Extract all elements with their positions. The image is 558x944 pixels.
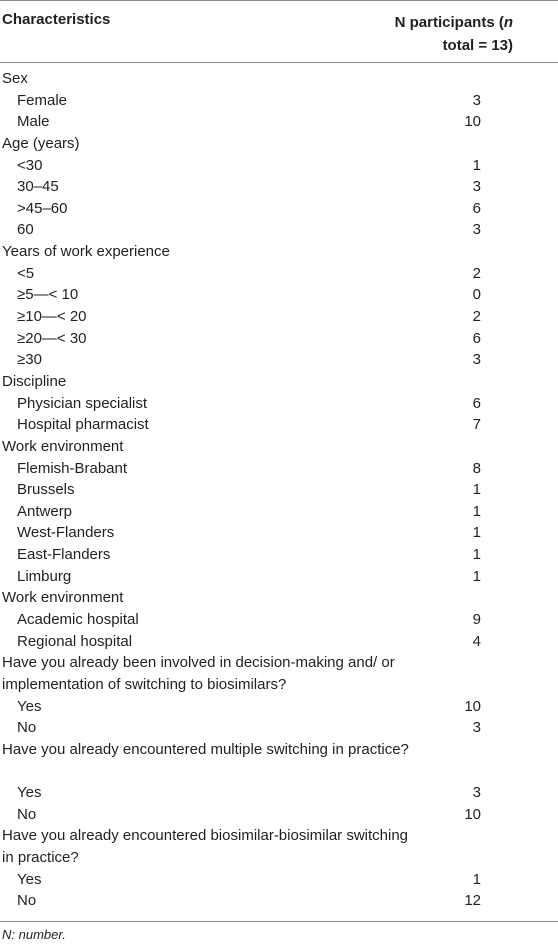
row-label: Have you already been involved in decision-making and/ or implementation of switching to biosimilars? xyxy=(2,654,395,693)
row-value: 3 xyxy=(472,178,481,196)
row-value: 6 xyxy=(472,329,481,347)
row-value: 1 xyxy=(472,546,481,564)
table-row xyxy=(0,306,558,328)
table-row xyxy=(0,155,558,177)
row-label: >45–60 xyxy=(17,199,68,217)
row-value: 1 xyxy=(472,870,481,888)
row-label: Discipline xyxy=(2,372,67,390)
table-row xyxy=(0,631,558,653)
row-label: Age (years) xyxy=(2,134,80,152)
table-body xyxy=(0,68,558,912)
row-value: 3 xyxy=(472,221,481,239)
row-value: 2 xyxy=(472,264,481,282)
row-label: Female xyxy=(17,91,68,109)
header-n-participants xyxy=(333,11,513,54)
row-label: Yes xyxy=(17,784,42,802)
row-value: 7 xyxy=(472,416,481,434)
table-row xyxy=(0,890,558,912)
row-label: Male xyxy=(17,113,50,131)
bottom-rule xyxy=(0,921,558,922)
row-value: 0 xyxy=(472,286,481,304)
table-row xyxy=(0,111,558,133)
row-value: 1 xyxy=(472,502,481,520)
row-label: West-Flanders xyxy=(17,524,115,542)
table-row xyxy=(0,284,558,306)
table-row xyxy=(0,90,558,112)
row-value: 6 xyxy=(472,199,481,217)
row-value: 10 xyxy=(464,697,481,715)
row-label: ≥20—< 30 xyxy=(17,329,87,347)
row-label: East-Flanders xyxy=(17,546,111,564)
row-label: Regional hospital xyxy=(17,632,133,650)
row-value: 1 xyxy=(472,567,481,585)
table-row xyxy=(0,566,558,588)
section-header-row xyxy=(0,436,558,458)
header-col2-pre: N participants ( xyxy=(394,14,504,31)
row-label: 60 xyxy=(17,221,34,239)
table-row xyxy=(0,176,558,198)
row-value: 10 xyxy=(464,113,481,131)
table-row xyxy=(0,393,558,415)
table-header xyxy=(0,0,558,63)
table-row xyxy=(0,609,558,631)
table-row xyxy=(0,479,558,501)
table-row xyxy=(0,328,558,350)
table-row xyxy=(0,869,558,891)
row-value: 1 xyxy=(472,481,481,499)
row-label: Antwerp xyxy=(17,502,73,520)
section-header-row xyxy=(0,371,558,393)
row-value: 3 xyxy=(472,719,481,737)
row-label: <5 xyxy=(17,264,35,282)
row-value: 4 xyxy=(472,632,481,650)
row-label: Academic hospital xyxy=(17,611,139,629)
section-header-row xyxy=(0,825,558,868)
table-row xyxy=(0,782,558,804)
row-label: Have you already encountered multiple switching in practice? xyxy=(2,740,409,758)
row-label: No xyxy=(17,892,37,910)
table-row xyxy=(0,219,558,241)
row-value: 9 xyxy=(472,611,481,629)
row-value: 2 xyxy=(472,308,481,326)
row-label: No xyxy=(17,719,37,737)
header-characteristics: Characteristics xyxy=(2,11,111,28)
table-row xyxy=(0,544,558,566)
row-value: 6 xyxy=(472,394,481,412)
section-header-row xyxy=(0,68,558,90)
row-label: ≥5—< 10 xyxy=(17,286,79,304)
row-value: 3 xyxy=(472,351,481,369)
table-row xyxy=(0,696,558,718)
row-label: Hospital pharmacist xyxy=(17,416,149,434)
row-value: 3 xyxy=(472,91,481,109)
section-header-row xyxy=(0,652,558,695)
row-value: 8 xyxy=(472,459,481,477)
row-label: <30 xyxy=(17,156,43,174)
table-row xyxy=(0,501,558,523)
row-label: Flemish-Brabant xyxy=(17,459,128,477)
section-header-row xyxy=(0,241,558,263)
table-row xyxy=(0,804,558,826)
table-row xyxy=(0,198,558,220)
row-value: 3 xyxy=(472,784,481,802)
header-col2-line2: total = 13) xyxy=(442,37,513,54)
footnote: N: number. xyxy=(2,927,66,942)
section-header-row xyxy=(0,133,558,155)
table-row xyxy=(0,458,558,480)
row-label: Brussels xyxy=(17,481,75,499)
section-header-row xyxy=(0,739,558,782)
row-label: No xyxy=(17,805,37,823)
row-value: 1 xyxy=(472,524,481,542)
row-label: Work environment xyxy=(2,437,124,455)
table-row xyxy=(0,263,558,285)
row-label: Limburg xyxy=(17,567,72,585)
row-label: Yes xyxy=(17,697,42,715)
row-value: 12 xyxy=(464,892,481,910)
row-label: Work environment xyxy=(2,589,124,607)
row-label: Have you already encountered biosimilar-biosimilar switching in practice? xyxy=(2,827,409,867)
row-label: 30–45 xyxy=(17,178,59,196)
row-label: Yes xyxy=(17,870,42,888)
table-row xyxy=(0,349,558,371)
row-label: ≥10—< 20 xyxy=(17,308,87,326)
table-row xyxy=(0,717,558,739)
row-label: ≥30 xyxy=(17,351,42,369)
header-col2-italic: n xyxy=(503,14,513,31)
table-row xyxy=(0,414,558,436)
row-value: 1 xyxy=(472,156,481,174)
table-row xyxy=(0,522,558,544)
row-value: 10 xyxy=(464,805,481,823)
section-header-row xyxy=(0,587,558,609)
row-label: Sex xyxy=(2,70,28,87)
row-label: Years of work experience xyxy=(2,243,170,261)
row-label: Physician specialist xyxy=(17,394,148,412)
